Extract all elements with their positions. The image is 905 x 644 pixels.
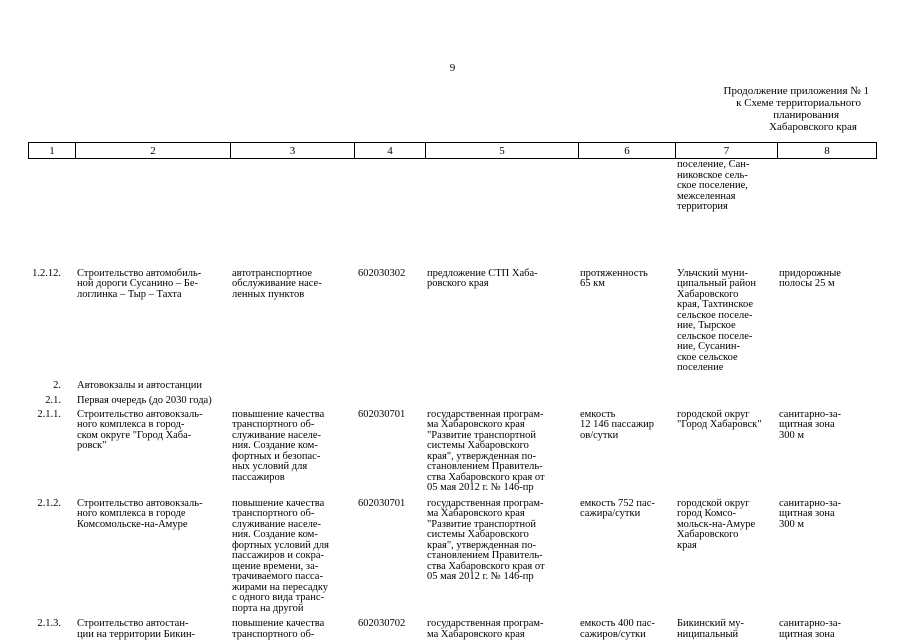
row-location: Ульчский муни- ципальный район Хабаровского края, Тахтинское сельское поселе- ние, Тырское сельское поселе- ние, Сусанин- ское сельское поселение	[677, 267, 756, 373]
column-header-5: 5	[426, 143, 579, 159]
subsection-number: 2.1.	[45, 395, 61, 406]
row-zone: санитарно-за- щитная зона 300 м	[779, 497, 841, 530]
row-code: 602030302	[358, 267, 406, 279]
column-header-7: 7	[676, 143, 778, 159]
row-capacity: протяженность 65 км	[580, 267, 648, 289]
row-purpose: повышение качества транспортного об-	[232, 618, 325, 640]
table-row	[28, 618, 877, 644]
appendix-line-2: к Схеме территориального	[736, 97, 861, 109]
row-basis: государственная програм- ма Хабаровского края	[427, 618, 544, 640]
table-row	[28, 498, 877, 619]
row-zone: санитарно-за- щитная зона	[779, 618, 841, 640]
row-zone: придорожные полосы 25 м	[779, 267, 841, 289]
section-row	[28, 378, 877, 394]
page-number: 9	[449, 62, 456, 74]
carry-over-location: поселение, Сан- никовское сель- ское поселение, межселенная территория	[677, 159, 750, 212]
row-object-name: Строительство автовокзаль- ного комплекса в городе Комсомольске-на-Амуре	[77, 497, 203, 530]
subsection-title: Первая очередь (до 2030 года)	[77, 395, 212, 406]
row-purpose: повышение качества транспортного об- служивание населе- ния. Создание ком- фортных и безопас- ных условий для пассажиров	[232, 408, 325, 483]
row-number: 1.2.12.	[32, 267, 61, 279]
row-purpose: повышение качества транспортного об- служивание населе- ния. Создание ком- фортных условий для пассажиров и сокра- щение времени, за- трачиваемого пасса- жирами на пересадку с одного вида транс- порта на другой	[232, 497, 329, 614]
column-header-4: 4	[355, 143, 426, 159]
row-location: городской округ город Комсо- мольск-на-Амуре Хабаровского края	[677, 497, 756, 551]
row-location: городской округ "Город Хабаровск"	[677, 408, 762, 430]
row-number: 2.1.3.	[37, 618, 61, 629]
section-title: Автовокзалы и автостанции	[77, 379, 202, 391]
column-header-2: 2	[76, 143, 231, 159]
row-number: 2.1.2.	[37, 497, 61, 509]
row-capacity: емкость 752 пас- сажира/сутки	[580, 497, 655, 519]
row-code: 602030702	[358, 618, 406, 629]
column-header-3: 3	[231, 143, 355, 159]
row-object-name: Строительство автостан- ции на территории Бикин-	[77, 618, 196, 640]
row-location: Бикинский му- ниципальный	[677, 618, 745, 640]
column-header-1: 1	[29, 143, 76, 159]
appendix-caption	[724, 85, 869, 133]
row-basis: государственная програм- ма Хабаровского края "Развитие транспортной системы Хабаровского края", утвержденная по- становлением Правитель- ства Хабаровского края от 05 мая 2012 г. № 146-пр	[427, 497, 545, 582]
subsection-row	[28, 393, 877, 409]
column-header-6: 6	[579, 143, 676, 159]
appendix-line-1: Продолжение приложения № 1	[723, 85, 869, 97]
carry-over-row	[28, 160, 877, 213]
row-basis: государственная програм- ма Хабаровского края "Развитие транспортной системы Хабаровского края", утвержденная по- становлением Правитель- ства Хабаровского края от 05 мая 2012 г. № 146-пр	[427, 408, 545, 493]
row-code: 602030701	[358, 497, 406, 509]
plan-table	[28, 160, 877, 644]
row-capacity: емкость 12 146 пассажир ов/сутки	[580, 408, 655, 441]
row-capacity: емкость 400 пас- сажиров/сутки	[580, 618, 655, 640]
section-number: 2.	[53, 379, 61, 391]
row-object-name: Строительство автовокзаль- ного комплекса в город- ском округе "Город Хаба- ровск"	[77, 408, 203, 451]
row-zone: санитарно-за- щитная зона 300 м	[779, 408, 841, 441]
table-row	[28, 213, 877, 378]
column-header-row	[29, 143, 877, 159]
row-object-name: Строительство автомобиль- ной дороги Сусанино – Бе- логлинка – Тыр – Тахта	[77, 267, 202, 300]
row-code: 602030701	[358, 408, 406, 420]
row-purpose: автотранспортное обслуживание насе- ленных пунктов	[232, 267, 322, 300]
appendix-line-4: Хабаровского края	[769, 121, 857, 133]
table-row	[28, 409, 877, 498]
appendix-line-3: планирования	[773, 109, 839, 121]
row-basis: предложение СТП Хаба- ровского края	[427, 267, 538, 289]
row-number: 2.1.1.	[37, 408, 61, 420]
column-header-8: 8	[778, 143, 877, 159]
column-header-table	[28, 142, 877, 159]
